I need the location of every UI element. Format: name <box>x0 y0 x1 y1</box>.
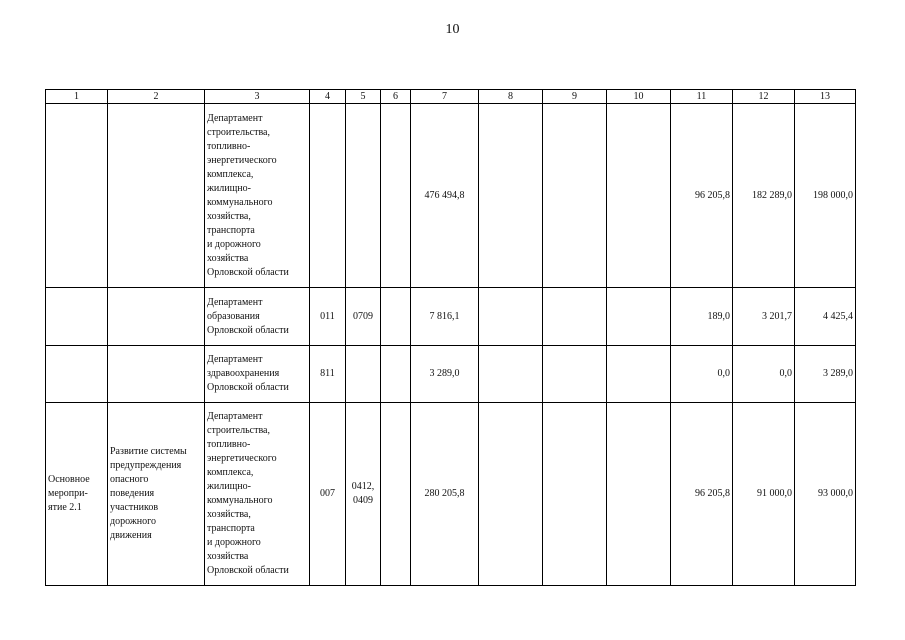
total-cell: 280 205,8 <box>411 403 479 586</box>
col11-cell: 189,0 <box>671 288 733 346</box>
header-cell-13: 13 <box>795 90 856 104</box>
header-cell-2: 2 <box>108 90 205 104</box>
total-cell: 3 289,0 <box>411 346 479 403</box>
col10-cell <box>607 403 671 586</box>
section-code-cell <box>346 104 381 288</box>
header-cell-10: 10 <box>607 90 671 104</box>
header-cell-9: 9 <box>543 90 607 104</box>
col12-cell: 182 289,0 <box>733 104 795 288</box>
executor-cell: Департамент здравоохранения Орловской области <box>205 346 310 403</box>
header-cell-6: 6 <box>381 90 411 104</box>
col13-cell: 93 000,0 <box>795 403 856 586</box>
header-cell-4: 4 <box>310 90 346 104</box>
table-row <box>46 403 856 586</box>
budget-table <box>45 89 856 586</box>
col8-cell <box>479 104 543 288</box>
section-code-cell <box>346 346 381 403</box>
col6-cell <box>381 346 411 403</box>
table-row <box>46 104 856 288</box>
header-cell-8: 8 <box>479 90 543 104</box>
col13-cell: 4 425,4 <box>795 288 856 346</box>
col6-cell <box>381 104 411 288</box>
event-name-cell <box>108 104 205 288</box>
col13-cell: 3 289,0 <box>795 346 856 403</box>
header-cell-5: 5 <box>346 90 381 104</box>
table-row <box>46 288 856 346</box>
total-cell: 476 494,8 <box>411 104 479 288</box>
header-row <box>46 90 856 104</box>
col11-cell: 0,0 <box>671 346 733 403</box>
event-name-cell <box>108 346 205 403</box>
header-cell-3: 3 <box>205 90 310 104</box>
col13-cell: 198 000,0 <box>795 104 856 288</box>
event-number-cell <box>46 288 108 346</box>
page-number: 10 <box>445 22 460 37</box>
executor-cell: Департамент строительства, топливно- энергетического комплекса, жилищно- коммунального хозяйства, транспорта и дорожного хозяйства Орловской области <box>205 403 310 586</box>
col9-cell <box>543 346 607 403</box>
col6-cell <box>381 288 411 346</box>
col8-cell <box>479 288 543 346</box>
grbs-code-cell: 011 <box>310 288 346 346</box>
table-row <box>46 346 856 403</box>
grbs-code-cell <box>310 104 346 288</box>
executor-cell: Департамент образования Орловской области <box>205 288 310 346</box>
section-code-cell: 0412, 0409 <box>346 403 381 586</box>
event-number-cell <box>46 346 108 403</box>
col9-cell <box>543 288 607 346</box>
event-name-cell <box>108 288 205 346</box>
section-code-cell: 0709 <box>346 288 381 346</box>
header-cell-1: 1 <box>46 90 108 104</box>
col8-cell <box>479 346 543 403</box>
col10-cell <box>607 104 671 288</box>
col12-cell: 3 201,7 <box>733 288 795 346</box>
header-cell-7: 7 <box>411 90 479 104</box>
event-number-cell <box>46 104 108 288</box>
col11-cell: 96 205,8 <box>671 104 733 288</box>
event-number-cell: Основное меропри- ятие 2.1 <box>46 403 108 586</box>
col11-cell: 96 205,8 <box>671 403 733 586</box>
executor-cell: Департамент строительства, топливно- энергетического комплекса, жилищно- коммунального хозяйства, транспорта и дорожного хозяйства Орловской области <box>205 104 310 288</box>
total-cell: 7 816,1 <box>411 288 479 346</box>
col6-cell <box>381 403 411 586</box>
col9-cell <box>543 403 607 586</box>
header-cell-12: 12 <box>733 90 795 104</box>
col8-cell <box>479 403 543 586</box>
col10-cell <box>607 346 671 403</box>
grbs-code-cell: 811 <box>310 346 346 403</box>
col12-cell: 0,0 <box>733 346 795 403</box>
col12-cell: 91 000,0 <box>733 403 795 586</box>
header-cell-11: 11 <box>671 90 733 104</box>
col9-cell <box>543 104 607 288</box>
col10-cell <box>607 288 671 346</box>
grbs-code-cell: 007 <box>310 403 346 586</box>
event-name-cell: Развитие системы предупреждения опасного поведения участников дорожного движения <box>108 403 205 586</box>
